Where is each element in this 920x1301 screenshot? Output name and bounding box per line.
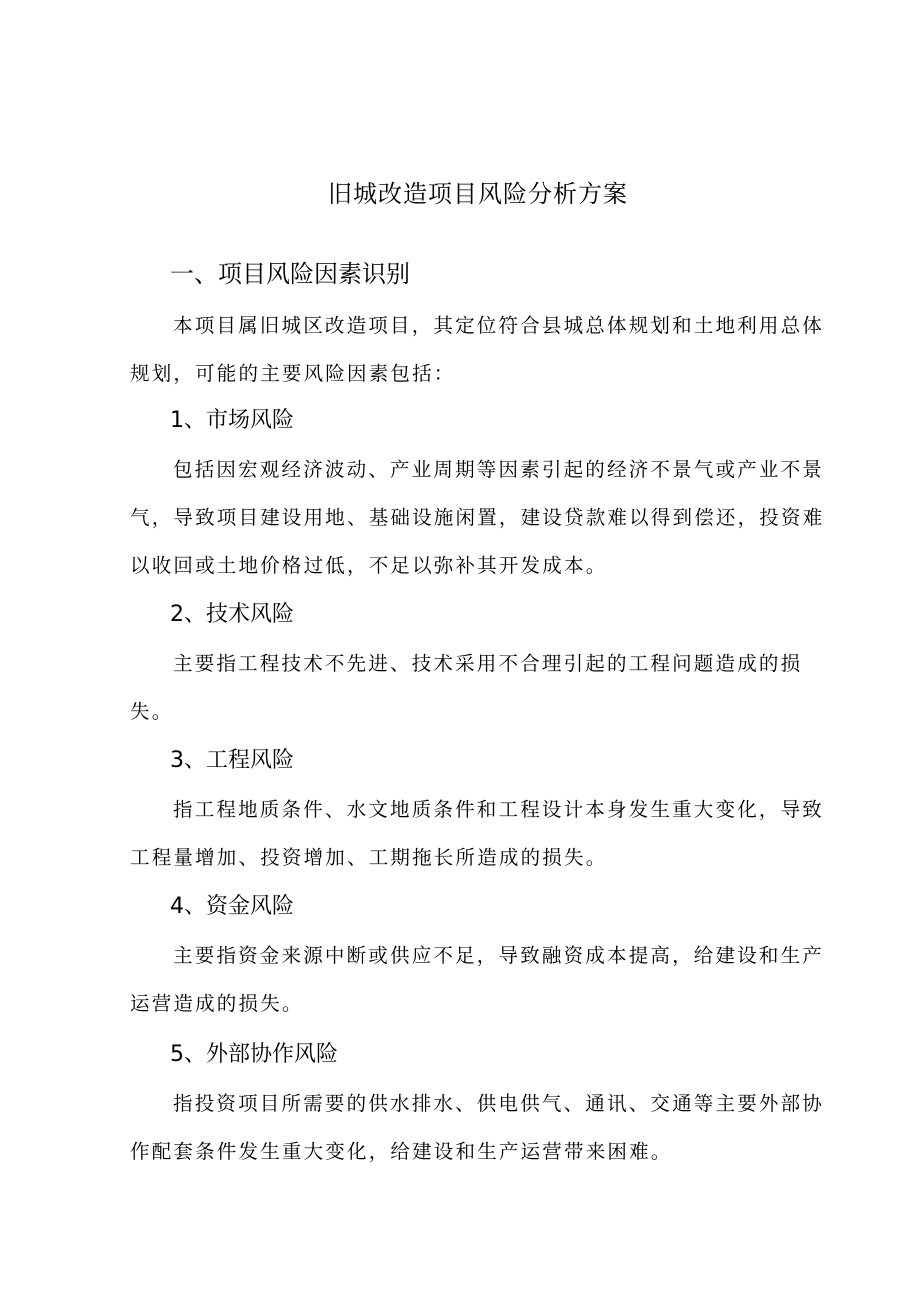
subheading-external-cooperation-risk: 5、外部协作风险 [170,1042,338,1067]
paragraph-funding-risk: 主要指资金来源中断或供应不足，导致融资成本提高，给建设和生产运营造成的损失。 [130,944,825,1015]
subheading-market-risk: 1、市场风险 [170,408,294,433]
paragraph-market-risk: 包括因宏观经济波动、产业周期等因素引起的经济不景气或产业不景气，导致项目建设用地、基础设施闲置，建设贷款难以得到偿还，投资难以收回或土地价格过低，不足以弥补其开发成本。 [130,458,825,577]
section-heading-risk-identification: 一、项目风险因素识别 [170,260,410,288]
paragraph-external-cooperation-risk: 指投资项目所需要的供水排水、供电供气、通讯、交通等主要外部协作配套条件发生重大变化，给建设和生产运营带来困难。 [130,1092,825,1163]
section-intro-paragraph: 本项目属旧城区改造项目，其定位符合县城总体规划和土地利用总体规划，可能的主要风险因素包括： [130,314,825,385]
document-title: 旧城改造项目风险分析方案 [328,180,628,208]
subheading-technical-risk: 2、技术风险 [170,602,294,627]
subheading-engineering-risk: 3、工程风险 [170,748,294,773]
paragraph-engineering-risk: 指工程地质条件、水文地质条件和工程设计本身发生重大变化，导致工程量增加、投资增加、工期拖长所造成的损失。 [130,798,825,869]
subheading-funding-risk: 4、资金风险 [170,894,294,919]
paragraph-technical-risk: 主要指工程技术不先进、技术采用不合理引起的工程问题造成的损失。 [130,652,803,723]
